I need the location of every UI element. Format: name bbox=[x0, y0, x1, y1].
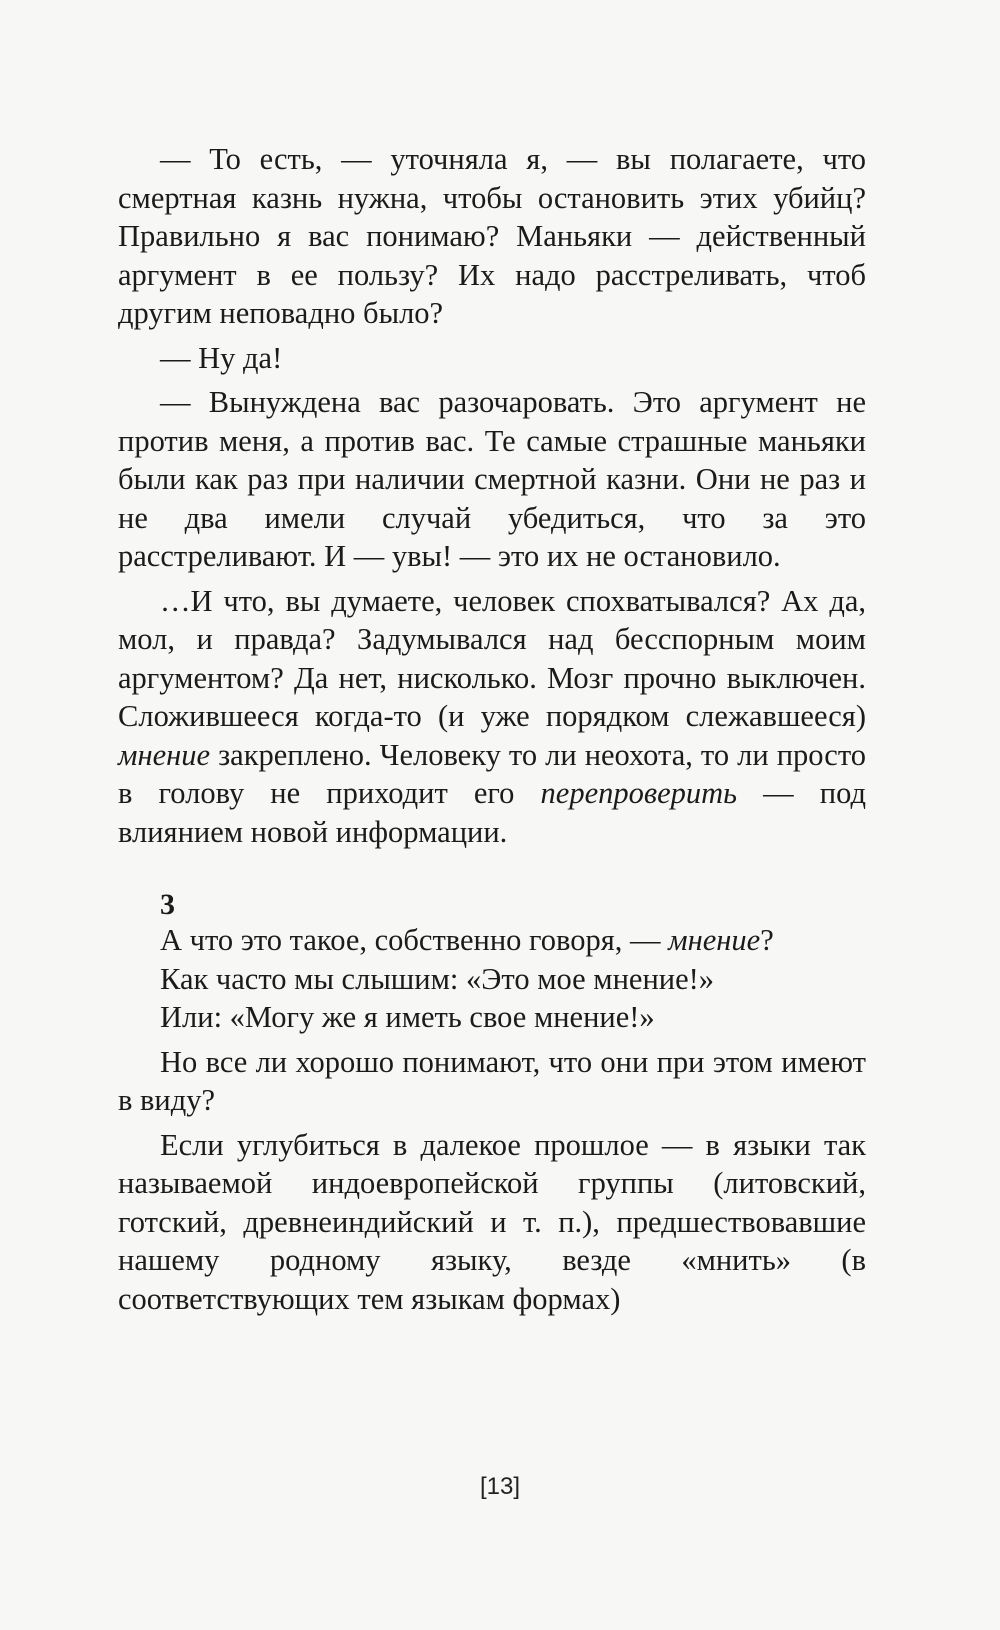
page-number: [13] bbox=[479, 1473, 521, 1500]
text-run: закреплено. Человеку то ли неохота, то ли просто в голову не приходит его bbox=[118, 737, 866, 810]
text-run: …И что, вы думаете, человек спохватывался? Ах да, мол, и правда? Задумывался над бесспорным моим аргументом? Да нет, нисколько. Мозг прочно выключен. Сложившееся когда-то (и уже порядком слежавшееся) bbox=[118, 583, 866, 733]
section-line: Как часто мы слышим: «Это мое мнение!» bbox=[160, 961, 715, 996]
paragraph: — Вынуждена вас разочаровать. Это аргумент не против меня, а против вас. Те самые страшные маньяки были как раз при наличии смертной казни. Они не раз и не два имели случай убедиться, что за это расстреливают. И — увы! — это их не остановило. bbox=[118, 385, 866, 573]
text-run: ? bbox=[760, 923, 774, 957]
paragraph: — Ну да! bbox=[160, 340, 283, 375]
section-line: Или: «Могу же я иметь свое мнение!» bbox=[160, 1000, 655, 1034]
paragraph-with-italics bbox=[118, 582, 866, 852]
paragraph: Если углубиться в далекое прошлое — в языки так называемой индоевропейской группы (литовский, готский, древнеиндийский и т. п.), предшествовавшие нашему родному языку, везде «мнить» (в соответствующих тем языкам формах) bbox=[118, 1127, 866, 1316]
section-number: 3 bbox=[160, 888, 175, 921]
italic-term: мнение bbox=[118, 737, 211, 772]
italic-term: перепроверить bbox=[540, 776, 738, 810]
text-run: — под влиянием новой информации. bbox=[118, 776, 866, 849]
section-line bbox=[118, 921, 866, 960]
text-run: А что это такое, собственно говоря, — bbox=[160, 923, 669, 957]
italic-term: мнение bbox=[668, 923, 761, 957]
body-text bbox=[118, 140, 866, 1324]
paragraph: Но все ли хорошо понимают, что они при этом имеют в виду? bbox=[118, 1044, 866, 1117]
paragraph: — То есть, — уточняла я, — вы полагаете, что смертная казнь нужна, чтобы остановить этих убийц? Правильно я вас понимаю? Маньяки — действенный аргумент в ее пользу? Их надо расстреливать, чтоб другим неповадно было? bbox=[118, 142, 866, 330]
